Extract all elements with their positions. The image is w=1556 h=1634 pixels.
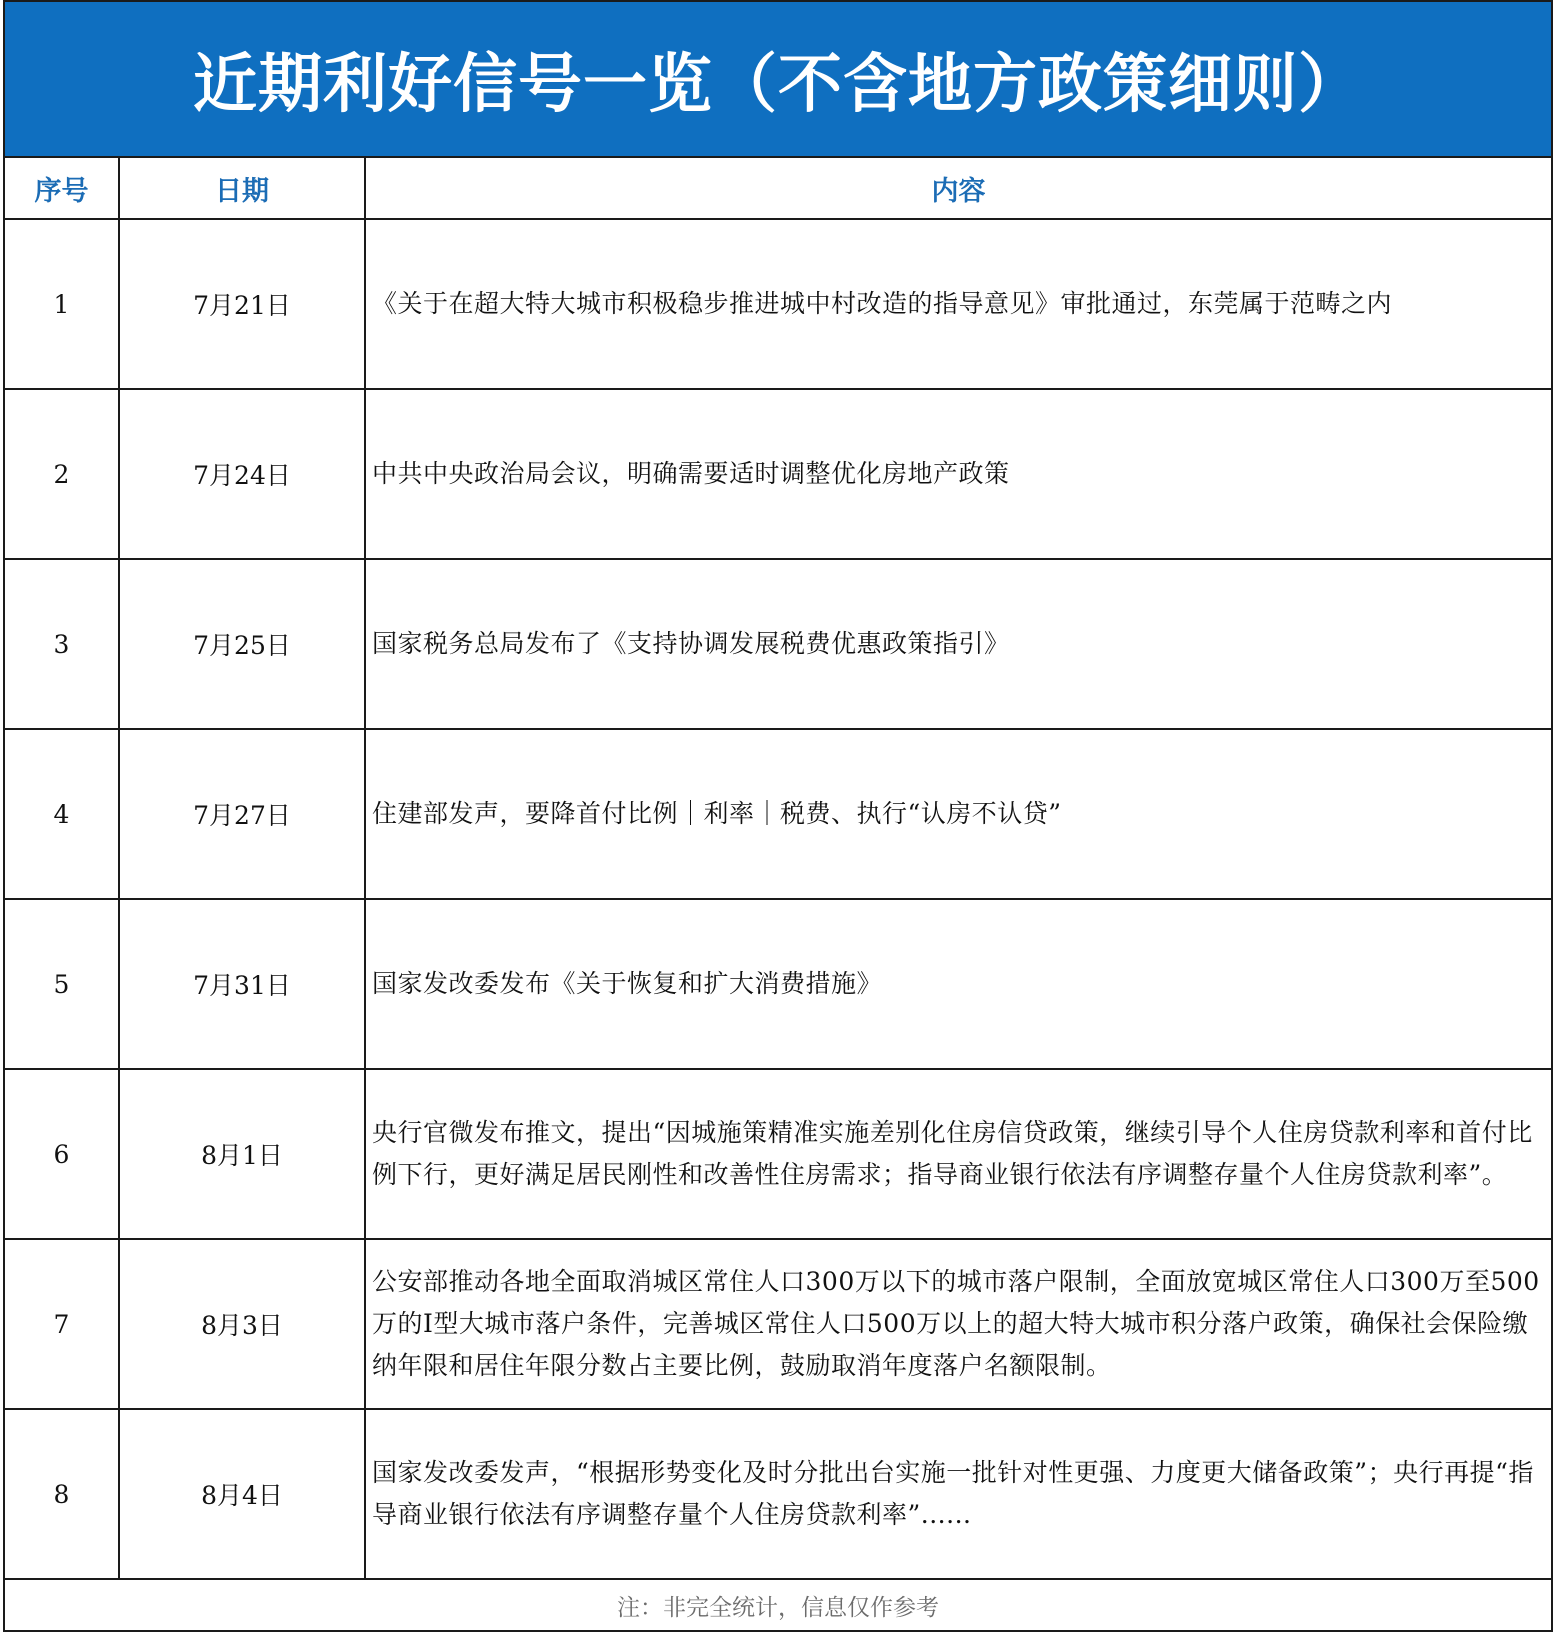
row-date: 7月25日 [119,559,365,729]
row-content: 国家发改委发声，“根据形势变化及时分批出台实施一批针对性更强、力度更大储备政策”；央行再提“指导商业银行依法有序调整存量个人住房贷款利率”...... [365,1409,1551,1579]
row-no: 6 [5,1069,119,1239]
row-no: 3 [5,559,119,729]
signal-table [5,158,1551,1580]
table-row [5,729,1551,899]
row-date: 7月21日 [119,219,365,389]
header-no: 序号 [5,158,119,219]
row-content: 住建部发声，要降首付比例｜利率｜税费、执行“认房不认贷” [365,729,1551,899]
table-row [5,1409,1551,1579]
row-no: 8 [5,1409,119,1579]
row-content: 公安部推动各地全面取消城区常住人口300万以下的城市落户限制，全面放宽城区常住人口300万至500万的Ⅰ型大城市落户条件，完善城区常住人口500万以上的超大特大城市积分落户政策，确保社会保险缴纳年限和居住年限分数占主要比例，鼓励取消年度落户名额限制。 [365,1239,1551,1409]
row-content: 国家税务总局发布了《支持协调发展税费优惠政策指引》 [365,559,1551,729]
row-no: 5 [5,899,119,1069]
table-row [5,559,1551,729]
table-row [5,389,1551,559]
table-row [5,1069,1551,1239]
row-date: 7月24日 [119,389,365,559]
row-content: 国家发改委发布《关于恢复和扩大消费措施》 [365,899,1551,1069]
table-row [5,1239,1551,1409]
table-row [5,219,1551,389]
policy-signal-table-sheet [3,0,1553,1632]
row-date: 8月1日 [119,1069,365,1239]
row-content: 央行官微发布推文，提出“因城施策精准实施差别化住房信贷政策，继续引导个人住房贷款利率和首付比例下行，更好满足居民刚性和改善性住房需求；指导商业银行依法有序调整存量个人住房贷款利率”。 [365,1069,1551,1239]
row-content: 《关于在超大特大城市积极稳步推进城中村改造的指导意见》审批通过，东莞属于范畴之内 [365,219,1551,389]
row-no: 2 [5,389,119,559]
table-row [5,899,1551,1069]
row-date: 8月4日 [119,1409,365,1579]
row-no: 7 [5,1239,119,1409]
row-no: 4 [5,729,119,899]
footnote: 注：非完全统计，信息仅作参考 [617,1594,939,1621]
page-title: 近期利好信号一览（不含地方政策细则） [193,48,1363,122]
row-content: 中共中央政治局会议，明确需要适时调整优化房地产政策 [365,389,1551,559]
row-date: 7月27日 [119,729,365,899]
title-bar [5,2,1551,158]
row-date: 7月31日 [119,899,365,1069]
header-content: 内容 [365,158,1551,219]
row-date: 8月3日 [119,1239,365,1409]
row-no: 1 [5,219,119,389]
table-header-row [5,158,1551,219]
header-date: 日期 [119,158,365,219]
